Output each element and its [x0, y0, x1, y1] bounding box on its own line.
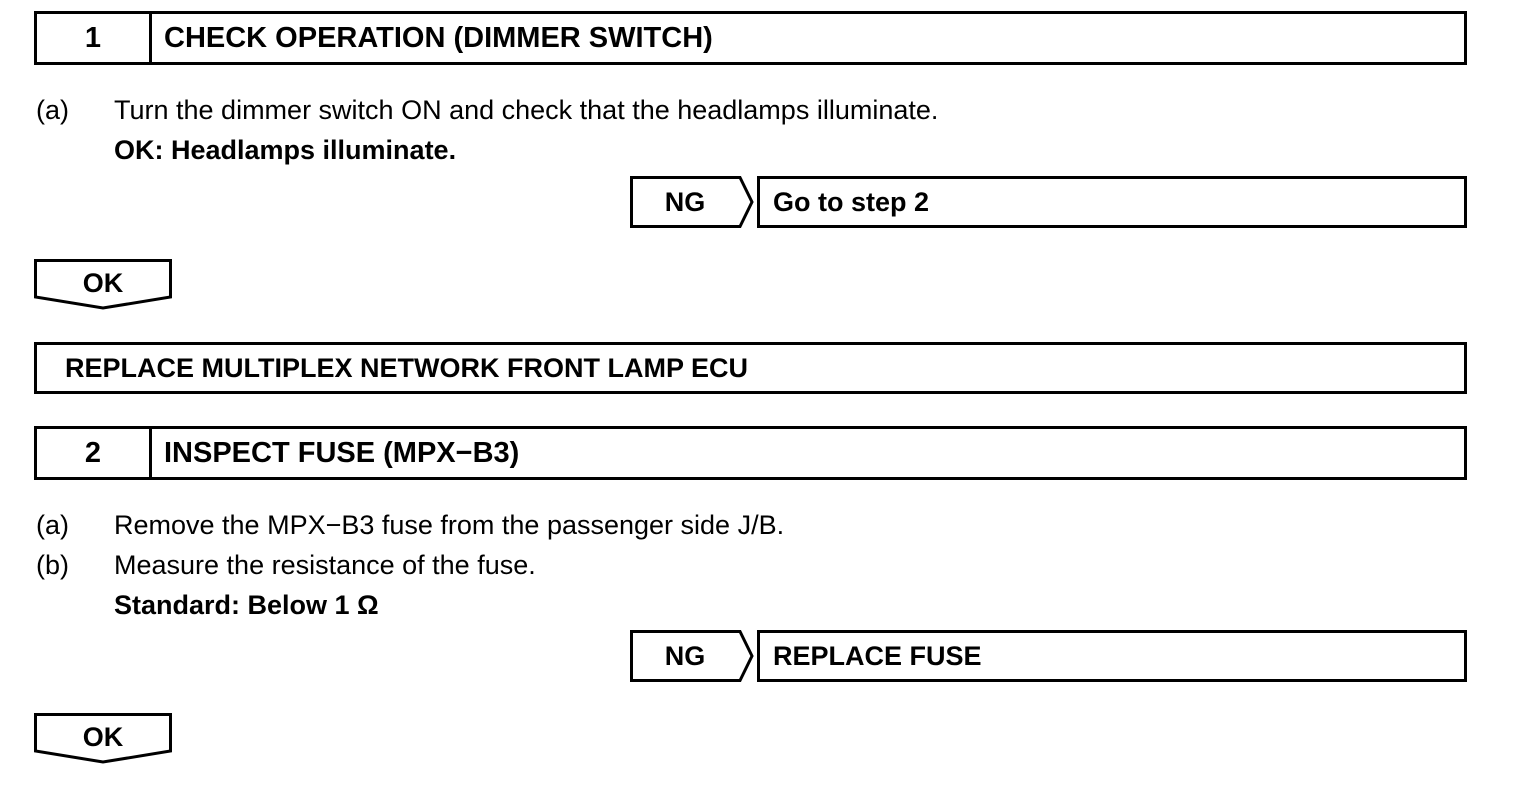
step-number: 1: [37, 14, 152, 62]
ng-arrow: [630, 176, 754, 228]
ok-arrow: [34, 259, 172, 311]
item-letter: (a): [36, 510, 69, 540]
step-1-header: [34, 11, 1467, 65]
ng-arrow: [630, 630, 754, 682]
ok-condition: OK: Headlamps illuminate.: [114, 135, 457, 165]
ng-result-box: REPLACE FUSE: [757, 630, 1467, 682]
ok-arrow: [34, 713, 172, 765]
ng-label: NG: [664, 640, 706, 671]
ng-label: NG: [664, 186, 706, 217]
item-text: Turn the dimmer switch ON and check that the headlamps illuminate.: [114, 95, 939, 125]
action-box: REPLACE MULTIPLEX NETWORK FRONT LAMP ECU: [34, 342, 1467, 394]
ng-result-box: Go to step 2: [757, 176, 1467, 228]
item-letter: (b): [36, 550, 69, 580]
step-number: 2: [37, 429, 152, 477]
item-letter: (a): [36, 95, 69, 125]
step-2-header: [34, 426, 1467, 480]
item-text: Measure the resistance of the fuse.: [114, 550, 536, 580]
step-title: INSPECT FUSE (MPX−B3): [164, 436, 520, 469]
step-title: CHECK OPERATION (DIMMER SWITCH): [164, 21, 713, 54]
standard-value: Standard: Below 1 Ω: [114, 590, 379, 620]
ok-label: OK: [82, 267, 124, 298]
item-text: Remove the MPX−B3 fuse from the passenger side J/B.: [114, 510, 785, 540]
ok-label: OK: [82, 721, 124, 752]
